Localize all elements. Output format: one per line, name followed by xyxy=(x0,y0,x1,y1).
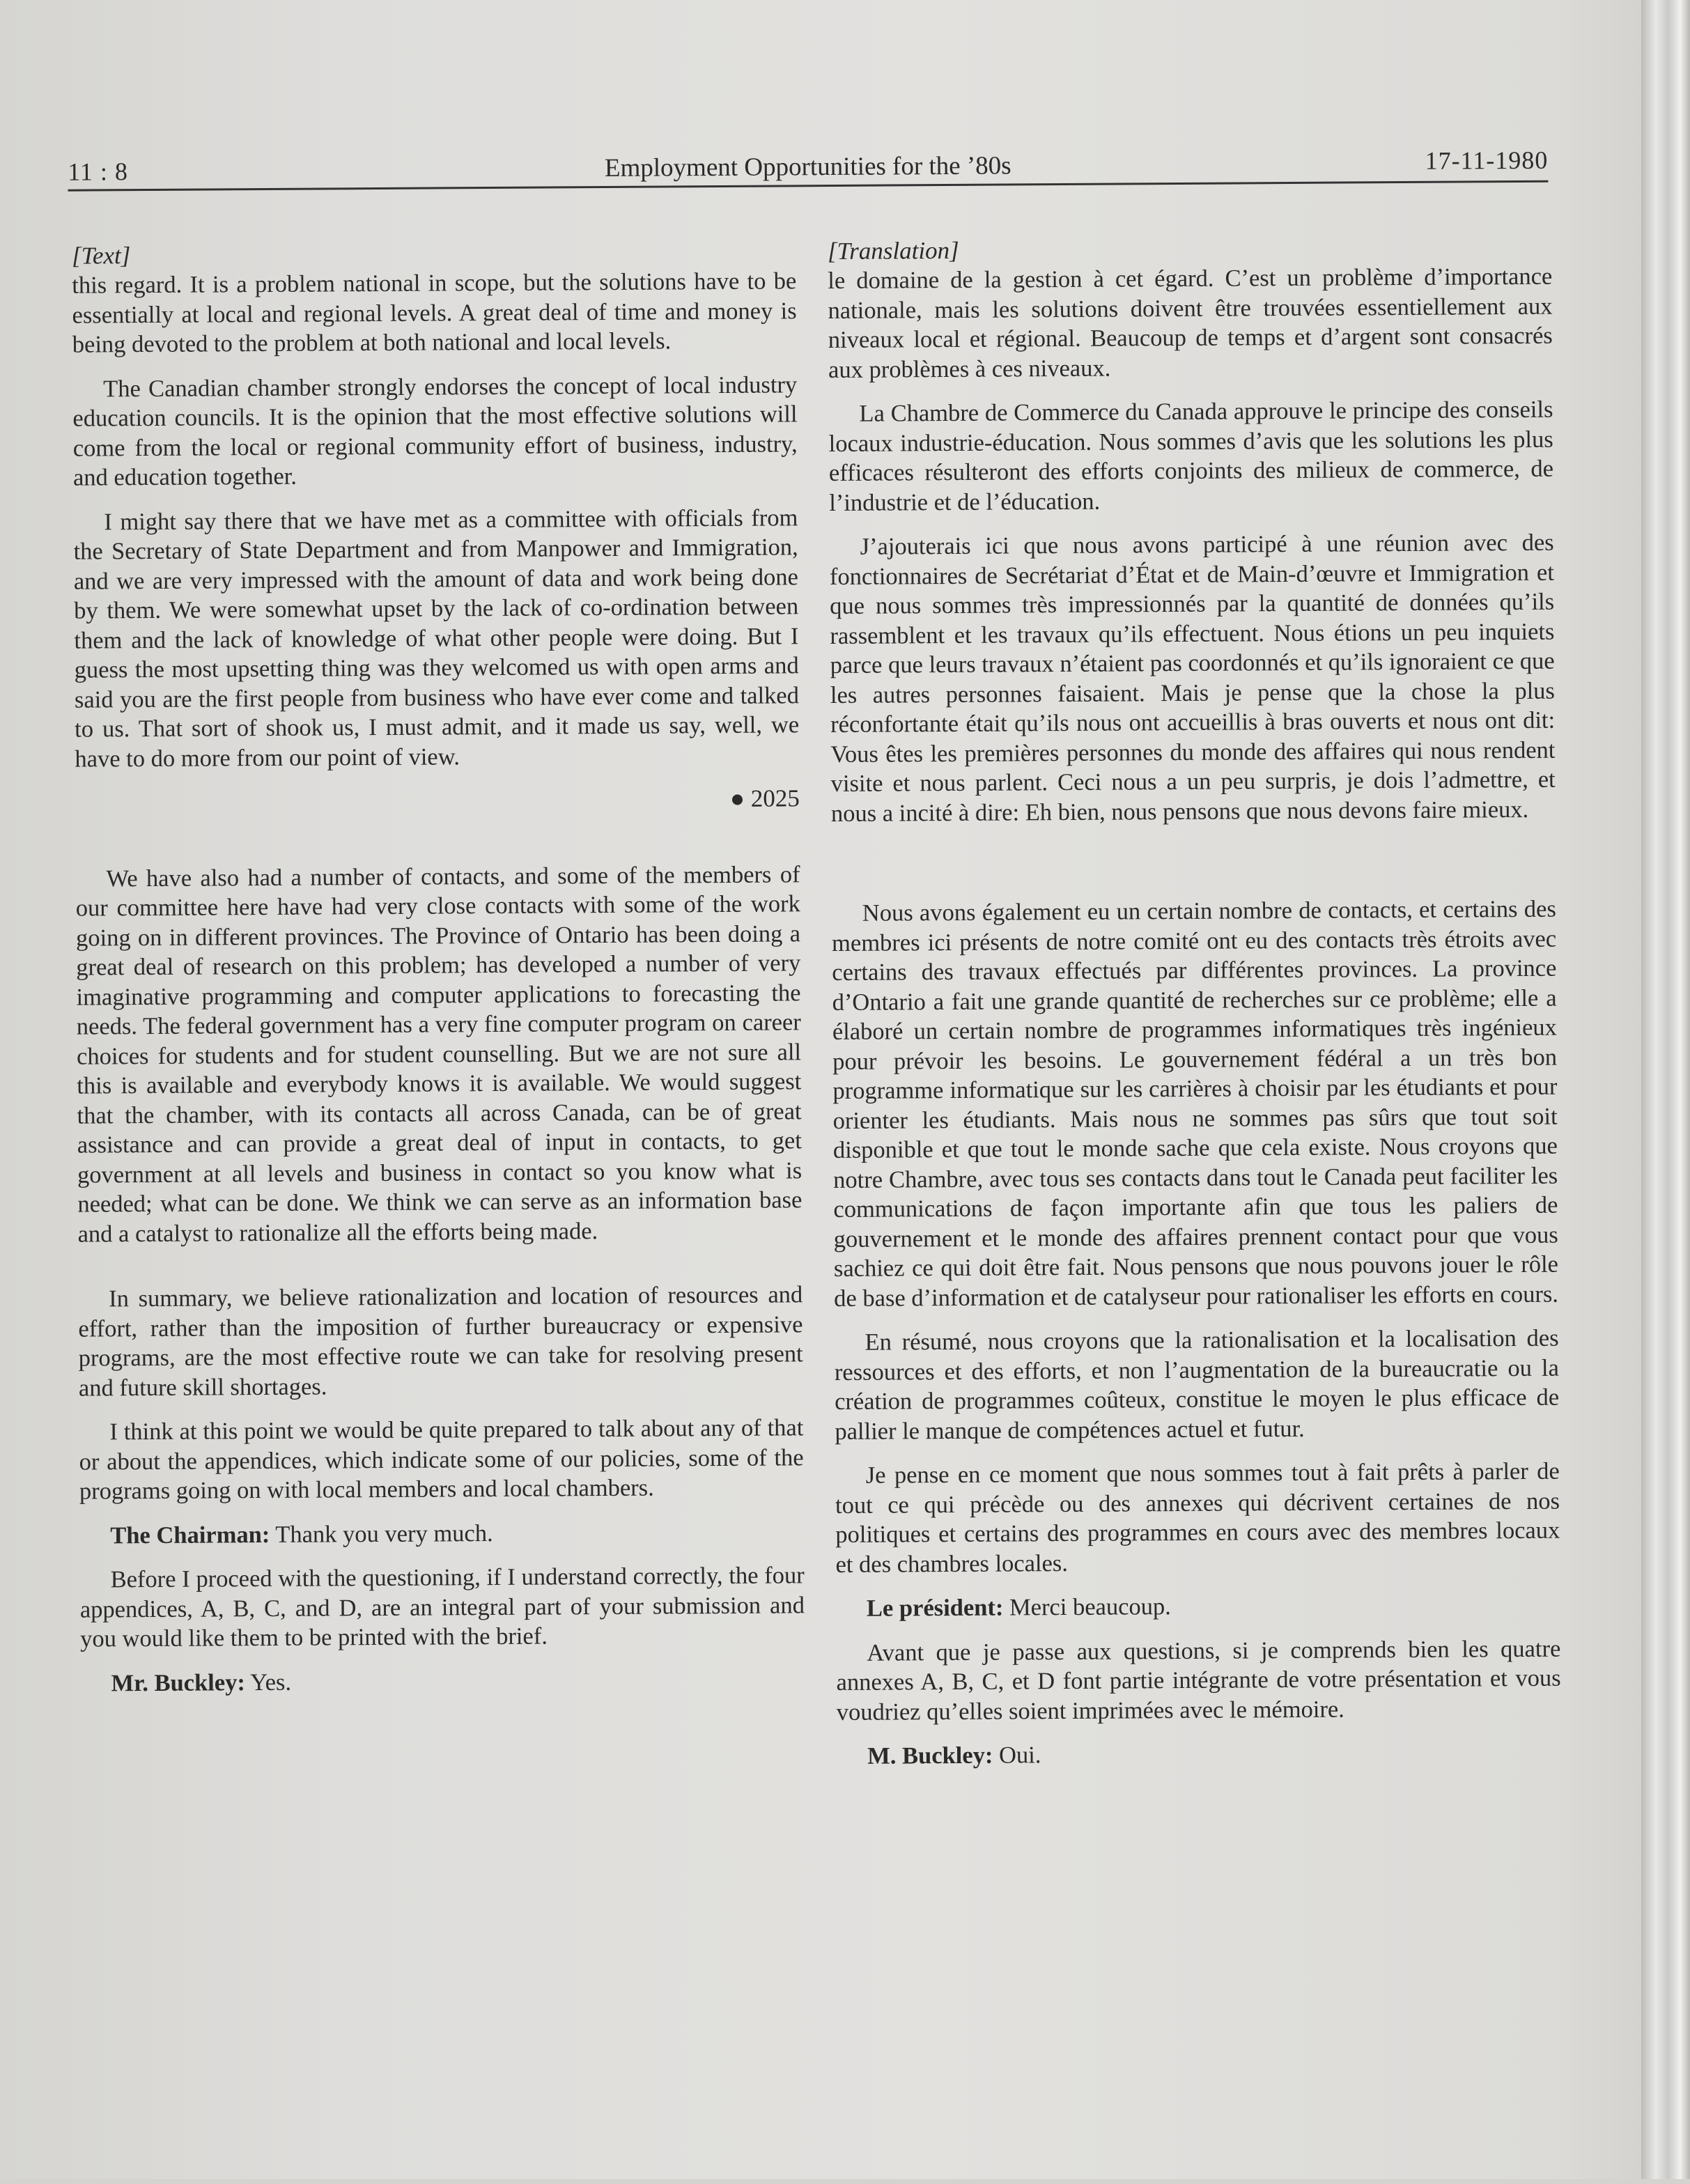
speaker-line xyxy=(836,1590,1560,1624)
speaker-name: M. Buckley: xyxy=(867,1742,993,1769)
speech-text: Oui. xyxy=(993,1742,1041,1769)
paragraph: J’ajouterais ici que nous avons participé à une réunion avec des fonctionnaires de Secrétariat d’État et de Main-d’œuvre et Immigration et que nous sommes très impressionnés par la quantité de données qu’ils rassemblent et les travaux qu’ils effectuent. Nous étions un peu inquiets parce que leurs travaux n’étaient pas coordonnés et qu’ils ignoraient ce que les autres personnes faisaient. Mais je pense que la chose la plus réconfortante était qu’ils nous ont accueillis à bras ouverts et nous ont dit: Vous êtes les premières personnes du monde des affaires qui nous rendent visite et nous parlent. Ceci nous a un peu surpris, je dois l’admettre, et nous a incité à dire: Eh bien, nous pensons que nous devons faire mieux. xyxy=(829,529,1556,827)
speaker-line xyxy=(80,1664,805,1698)
paragraph: Je pense en ce moment que nous sommes tout à fait prêts à parler de tout ce qui précède ou des annexes qui décrivent certaines de nos politiques et certains des programmes en cours avec des membres locaux et des chambres locales. xyxy=(835,1457,1560,1578)
english-column xyxy=(72,237,805,1712)
running-header xyxy=(68,139,1548,192)
paragraph: We have also had a number of contacts, and some of the members of our committee here have had very close contacts with some of the work going on in different provinces. The Province of Ontario has been doing a great deal of research on this problem; has developed a number of very imaginative programming and computer applications to forecasting the needs. The federal government has a very fine computer program on career choices for students and for student counselling. But we are not sure all this is available and everybody knows it is available. We would suggest that the chamber, with its contacts all across Canada, can be of great assistance and can provide a great deal of input in contacts, to get government at all levels and business in contact so you know what is needed; what can be done. We think we can serve as an information base and a catalyst to rationalize all the efforts being made. xyxy=(75,860,803,1248)
publication-date: 17-11-1980 xyxy=(1425,146,1549,175)
paragraph: Avant que je passe aux questions, si je comprends bien les quatre annexes A, B, C, et D font partie intégrante de votre présentation et vous voudriez qu’elles soient imprimées avec le mémoire. xyxy=(836,1635,1561,1726)
paragraph: En résumé, nous croyons que la rationalisation et la localisation des ressources et des efforts, et non l’augmentation de la bureaucratie ou la création de programmes coûteux, constitue le moyen le plus efficace de pallier le manque de compétences actuel et futur. xyxy=(834,1324,1560,1445)
paragraph: Before I proceed with the questioning, if I understand correctly, the four appendices, A, B, C, and D, are an integral part of your submission and you would like them to be printed with the brief. xyxy=(79,1562,805,1652)
speaker-line xyxy=(837,1737,1561,1772)
paragraph: I think at this point we would be quite prepared to talk about any of that or about the appendices, which indicate some of our policies, some of the programs going on with local members and local chambers. xyxy=(79,1414,804,1505)
paragraph: I might say there that we have met as a committee with officials from the Secretary of State Department and from Manpower and Immigration, and we are very impressed with the amount of data and work being done by them. We were somewhat upset by the lack of co-ordination between them and the lack of knowledge of what other people were doing. But I guess the most upsetting thing was they welcomed us with open arms and said you are the first people from business who have ever come and talked to us. That sort of shook us, I must admit, and it made us say, well, we have to do more from our point of view. xyxy=(73,504,800,773)
paragraph: le domaine de la gestion à cet égard. C’est un problème d’importance nationale, mais les solutions doivent être trouvées essentiellement aux niveaux local et régional. Beaucoup de temps et d’argent sont consacrés aux problèmes à ces niveaux. xyxy=(828,263,1553,383)
speaker-name: The Chairman: xyxy=(110,1521,270,1549)
time-marker: ● 2025 xyxy=(729,784,800,812)
page-number: 11 : 8 xyxy=(68,157,129,186)
text-label: [Text] xyxy=(71,242,131,270)
paragraph: In summary, we believe rationalization and location of resources and effort, rather than the imposition of further bureaucracy or expensive programs, are the most effective route we can take for resolving present and future skill shortages. xyxy=(78,1281,803,1402)
french-column xyxy=(828,233,1562,1786)
speaker-name: Le président: xyxy=(866,1594,1004,1622)
paragraph: Nous avons également eu un certain nombre de contacts, et certains des membres ici présents de notre comité ont eu des contacts très étroits avec certains des travaux effectués par différentes provinces. La province d’Ontario a fait une grande quantité de recherches sur ce problème; elle a élaboré un certain nombre de programmes informatiques très ingénieux pour prévoir les besoins. Le gouvernement fédéral a un très bon programme informatique sur les carrières à choisir par les étudiants et pour orienter les étudiants. Mais nous ne sommes pas sûrs que tout soit disponible et que tout le monde sache que cela existe. Nous croyons que notre Chambre, avec tous ses contacts dans tout le Canada peut faciliter les communications de façon importante afin que tous les paliers de gouvernement et le monde des affaires prennent contact pour que vous sachiez ce qui doit être fait. Nous pensons que nous pouvons jouer le rôle de base d’information et de catalyseur pour rationaliser les efforts en cours. xyxy=(831,895,1559,1312)
speech-text: Thank you very much. xyxy=(270,1519,493,1548)
speech-text: Merci beaucoup. xyxy=(1003,1593,1171,1621)
paragraph: The Canadian chamber strongly endorses the concept of local industry education councils. It is the opinion that the most effective solutions will come from the local or regional community effort of business, industry, and education together. xyxy=(72,371,798,491)
translation-label: [Translation] xyxy=(827,236,959,265)
publication-title: Employment Opportunities for the ’80s xyxy=(604,151,1011,183)
speaker-name: Mr. Buckley: xyxy=(111,1668,245,1696)
paragraph: La Chambre de Commerce du Canada approuve le principe des conseils locaux industrie-éducation. Nous sommes d’avis que les solutions les plus efficaces résulteront des efforts conjoints des milieux de commerce, de l’industrie et de l’éducation. xyxy=(828,396,1554,516)
speech-text: Yes. xyxy=(245,1668,292,1696)
paragraph: this regard. It is a problem national in scope, but the solutions have to be essentially at local and regional levels. A great deal of time and money is being devoted to the problem at both national and local levels. xyxy=(72,268,797,358)
speaker-line xyxy=(79,1517,804,1551)
